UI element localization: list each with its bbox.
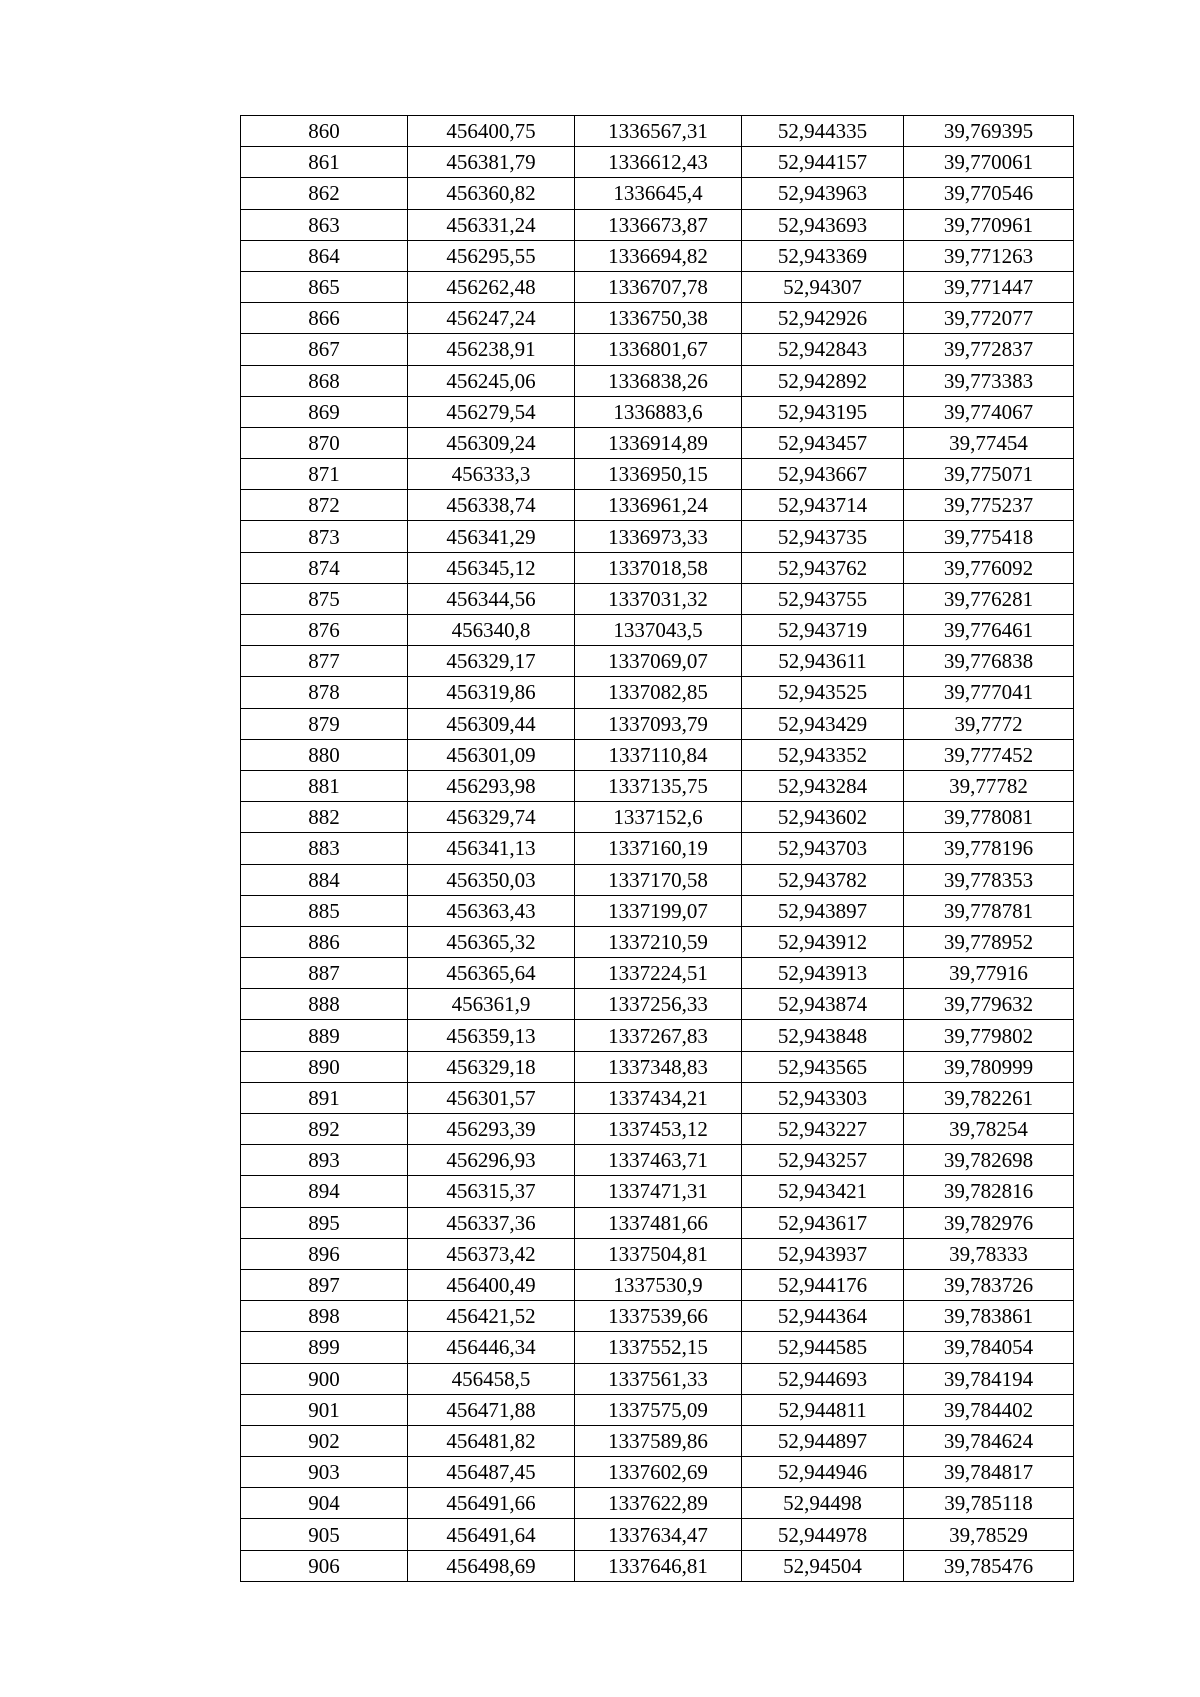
point-number-cell: 904 [241, 1488, 408, 1519]
latitude-cell: 52,943602 [742, 802, 904, 833]
point-number-cell: 877 [241, 646, 408, 677]
table-row [241, 864, 1074, 895]
latitude-cell: 52,943735 [742, 521, 904, 552]
table-row [241, 739, 1074, 770]
y-coordinate-cell: 1337160,19 [575, 833, 742, 864]
latitude-cell: 52,943617 [742, 1207, 904, 1238]
x-coordinate-cell: 456498,69 [408, 1550, 575, 1581]
point-number-cell: 890 [241, 1051, 408, 1082]
latitude-cell: 52,943897 [742, 895, 904, 926]
y-coordinate-cell: 1337453,12 [575, 1114, 742, 1145]
y-coordinate-cell: 1336961,24 [575, 490, 742, 521]
longitude-cell: 39,778353 [904, 864, 1074, 895]
table-row [241, 708, 1074, 739]
y-coordinate-cell: 1337589,86 [575, 1425, 742, 1456]
x-coordinate-cell: 456421,52 [408, 1301, 575, 1332]
table-row [241, 1519, 1074, 1550]
latitude-cell: 52,943912 [742, 926, 904, 957]
point-number-cell: 903 [241, 1457, 408, 1488]
coordinates-table-body [241, 116, 1074, 1582]
x-coordinate-cell: 456360,82 [408, 178, 575, 209]
longitude-cell: 39,77782 [904, 770, 1074, 801]
latitude-cell: 52,943227 [742, 1114, 904, 1145]
point-number-cell: 879 [241, 708, 408, 739]
longitude-cell: 39,78529 [904, 1519, 1074, 1550]
point-number-cell: 876 [241, 615, 408, 646]
y-coordinate-cell: 1337634,47 [575, 1519, 742, 1550]
table-row [241, 1457, 1074, 1488]
longitude-cell: 39,770961 [904, 209, 1074, 240]
point-number-cell: 874 [241, 552, 408, 583]
point-number-cell: 884 [241, 864, 408, 895]
table-row [241, 646, 1074, 677]
y-coordinate-cell: 1336973,33 [575, 521, 742, 552]
point-number-cell: 880 [241, 739, 408, 770]
longitude-cell: 39,775418 [904, 521, 1074, 552]
longitude-cell: 39,773383 [904, 365, 1074, 396]
x-coordinate-cell: 456238,91 [408, 334, 575, 365]
x-coordinate-cell: 456333,3 [408, 459, 575, 490]
y-coordinate-cell: 1337530,9 [575, 1269, 742, 1300]
x-coordinate-cell: 456359,13 [408, 1020, 575, 1051]
longitude-cell: 39,769395 [904, 116, 1074, 147]
longitude-cell: 39,782816 [904, 1176, 1074, 1207]
latitude-cell: 52,943457 [742, 427, 904, 458]
point-number-cell: 888 [241, 989, 408, 1020]
point-number-cell: 865 [241, 271, 408, 302]
longitude-cell: 39,78333 [904, 1238, 1074, 1269]
point-number-cell: 875 [241, 583, 408, 614]
point-number-cell: 871 [241, 459, 408, 490]
latitude-cell: 52,944897 [742, 1425, 904, 1456]
x-coordinate-cell: 456245,06 [408, 365, 575, 396]
latitude-cell: 52,942843 [742, 334, 904, 365]
y-coordinate-cell: 1337622,89 [575, 1488, 742, 1519]
table-row [241, 926, 1074, 957]
latitude-cell: 52,944335 [742, 116, 904, 147]
y-coordinate-cell: 1336801,67 [575, 334, 742, 365]
x-coordinate-cell: 456341,13 [408, 833, 575, 864]
point-number-cell: 902 [241, 1425, 408, 1456]
latitude-cell: 52,943195 [742, 396, 904, 427]
y-coordinate-cell: 1336838,26 [575, 365, 742, 396]
table-row [241, 303, 1074, 334]
table-row [241, 459, 1074, 490]
x-coordinate-cell: 456315,37 [408, 1176, 575, 1207]
y-coordinate-cell: 1337575,09 [575, 1394, 742, 1425]
latitude-cell: 52,943257 [742, 1145, 904, 1176]
latitude-cell: 52,943525 [742, 677, 904, 708]
x-coordinate-cell: 456293,98 [408, 770, 575, 801]
y-coordinate-cell: 1337602,69 [575, 1457, 742, 1488]
longitude-cell: 39,779802 [904, 1020, 1074, 1051]
latitude-cell: 52,943421 [742, 1176, 904, 1207]
x-coordinate-cell: 456487,45 [408, 1457, 575, 1488]
y-coordinate-cell: 1337471,31 [575, 1176, 742, 1207]
table-row [241, 989, 1074, 1020]
y-coordinate-cell: 1336914,89 [575, 427, 742, 458]
longitude-cell: 39,776838 [904, 646, 1074, 677]
point-number-cell: 893 [241, 1145, 408, 1176]
point-number-cell: 905 [241, 1519, 408, 1550]
longitude-cell: 39,775071 [904, 459, 1074, 490]
point-number-cell: 900 [241, 1363, 408, 1394]
x-coordinate-cell: 456400,49 [408, 1269, 575, 1300]
y-coordinate-cell: 1337152,6 [575, 802, 742, 833]
latitude-cell: 52,944176 [742, 1269, 904, 1300]
table-row [241, 1114, 1074, 1145]
x-coordinate-cell: 456345,12 [408, 552, 575, 583]
x-coordinate-cell: 456329,17 [408, 646, 575, 677]
longitude-cell: 39,776281 [904, 583, 1074, 614]
x-coordinate-cell: 456293,39 [408, 1114, 575, 1145]
longitude-cell: 39,778952 [904, 926, 1074, 957]
latitude-cell: 52,943369 [742, 240, 904, 271]
y-coordinate-cell: 1336694,82 [575, 240, 742, 271]
y-coordinate-cell: 1337224,51 [575, 958, 742, 989]
longitude-cell: 39,770546 [904, 178, 1074, 209]
longitude-cell: 39,784817 [904, 1457, 1074, 1488]
x-coordinate-cell: 456344,56 [408, 583, 575, 614]
longitude-cell: 39,778196 [904, 833, 1074, 864]
table-row [241, 334, 1074, 365]
x-coordinate-cell: 456363,43 [408, 895, 575, 926]
longitude-cell: 39,778081 [904, 802, 1074, 833]
longitude-cell: 39,772837 [904, 334, 1074, 365]
y-coordinate-cell: 1337199,07 [575, 895, 742, 926]
latitude-cell: 52,943755 [742, 583, 904, 614]
x-coordinate-cell: 456337,36 [408, 1207, 575, 1238]
x-coordinate-cell: 456329,74 [408, 802, 575, 833]
point-number-cell: 892 [241, 1114, 408, 1145]
x-coordinate-cell: 456301,57 [408, 1082, 575, 1113]
table-row [241, 677, 1074, 708]
point-number-cell: 878 [241, 677, 408, 708]
table-row [241, 833, 1074, 864]
longitude-cell: 39,78254 [904, 1114, 1074, 1145]
longitude-cell: 39,777041 [904, 677, 1074, 708]
table-row [241, 1176, 1074, 1207]
latitude-cell: 52,943782 [742, 864, 904, 895]
point-number-cell: 881 [241, 770, 408, 801]
y-coordinate-cell: 1336612,43 [575, 147, 742, 178]
table-row [241, 1020, 1074, 1051]
latitude-cell: 52,943693 [742, 209, 904, 240]
x-coordinate-cell: 456458,5 [408, 1363, 575, 1394]
longitude-cell: 39,776461 [904, 615, 1074, 646]
y-coordinate-cell: 1337504,81 [575, 1238, 742, 1269]
longitude-cell: 39,772077 [904, 303, 1074, 334]
table-row [241, 1488, 1074, 1519]
longitude-cell: 39,774067 [904, 396, 1074, 427]
x-coordinate-cell: 456341,29 [408, 521, 575, 552]
point-number-cell: 898 [241, 1301, 408, 1332]
x-coordinate-cell: 456446,34 [408, 1332, 575, 1363]
table-row [241, 958, 1074, 989]
latitude-cell: 52,944693 [742, 1363, 904, 1394]
table-row [241, 209, 1074, 240]
latitude-cell: 52,943352 [742, 739, 904, 770]
point-number-cell: 891 [241, 1082, 408, 1113]
y-coordinate-cell: 1336950,15 [575, 459, 742, 490]
x-coordinate-cell: 456296,93 [408, 1145, 575, 1176]
x-coordinate-cell: 456365,32 [408, 926, 575, 957]
longitude-cell: 39,771447 [904, 271, 1074, 302]
table-row [241, 1301, 1074, 1332]
table-row [241, 1145, 1074, 1176]
latitude-cell: 52,944811 [742, 1394, 904, 1425]
longitude-cell: 39,784054 [904, 1332, 1074, 1363]
point-number-cell: 864 [241, 240, 408, 271]
point-number-cell: 899 [241, 1332, 408, 1363]
point-number-cell: 885 [241, 895, 408, 926]
table-row [241, 365, 1074, 396]
y-coordinate-cell: 1337043,5 [575, 615, 742, 646]
longitude-cell: 39,782976 [904, 1207, 1074, 1238]
y-coordinate-cell: 1337463,71 [575, 1145, 742, 1176]
x-coordinate-cell: 456247,24 [408, 303, 575, 334]
y-coordinate-cell: 1336673,87 [575, 209, 742, 240]
latitude-cell: 52,94307 [742, 271, 904, 302]
x-coordinate-cell: 456350,03 [408, 864, 575, 895]
table-row [241, 552, 1074, 583]
y-coordinate-cell: 1336707,78 [575, 271, 742, 302]
latitude-cell: 52,944157 [742, 147, 904, 178]
longitude-cell: 39,782261 [904, 1082, 1074, 1113]
x-coordinate-cell: 456365,64 [408, 958, 575, 989]
table-row [241, 1082, 1074, 1113]
latitude-cell: 52,943762 [742, 552, 904, 583]
point-number-cell: 873 [241, 521, 408, 552]
point-number-cell: 869 [241, 396, 408, 427]
table-row [241, 1269, 1074, 1300]
point-number-cell: 895 [241, 1207, 408, 1238]
table-row [241, 1238, 1074, 1269]
table-row [241, 240, 1074, 271]
point-number-cell: 894 [241, 1176, 408, 1207]
longitude-cell: 39,776092 [904, 552, 1074, 583]
x-coordinate-cell: 456331,24 [408, 209, 575, 240]
latitude-cell: 52,944364 [742, 1301, 904, 1332]
longitude-cell: 39,785118 [904, 1488, 1074, 1519]
table-row [241, 583, 1074, 614]
y-coordinate-cell: 1336750,38 [575, 303, 742, 334]
latitude-cell: 52,943913 [742, 958, 904, 989]
table-row [241, 1363, 1074, 1394]
latitude-cell: 52,94504 [742, 1550, 904, 1581]
point-number-cell: 861 [241, 147, 408, 178]
x-coordinate-cell: 456329,18 [408, 1051, 575, 1082]
longitude-cell: 39,779632 [904, 989, 1074, 1020]
table-row [241, 116, 1074, 147]
table-row [241, 770, 1074, 801]
y-coordinate-cell: 1337135,75 [575, 770, 742, 801]
y-coordinate-cell: 1337082,85 [575, 677, 742, 708]
table-row [241, 178, 1074, 209]
longitude-cell: 39,77916 [904, 958, 1074, 989]
y-coordinate-cell: 1337069,07 [575, 646, 742, 677]
longitude-cell: 39,785476 [904, 1550, 1074, 1581]
y-coordinate-cell: 1337256,33 [575, 989, 742, 1020]
y-coordinate-cell: 1337018,58 [575, 552, 742, 583]
point-number-cell: 886 [241, 926, 408, 957]
latitude-cell: 52,944978 [742, 1519, 904, 1550]
latitude-cell: 52,942926 [742, 303, 904, 334]
point-number-cell: 897 [241, 1269, 408, 1300]
x-coordinate-cell: 456309,44 [408, 708, 575, 739]
table-row [241, 490, 1074, 521]
x-coordinate-cell: 456361,9 [408, 989, 575, 1020]
point-number-cell: 887 [241, 958, 408, 989]
table-row [241, 1207, 1074, 1238]
point-number-cell: 868 [241, 365, 408, 396]
longitude-cell: 39,771263 [904, 240, 1074, 271]
latitude-cell: 52,943429 [742, 708, 904, 739]
table-row [241, 427, 1074, 458]
x-coordinate-cell: 456373,42 [408, 1238, 575, 1269]
latitude-cell: 52,943565 [742, 1051, 904, 1082]
latitude-cell: 52,943963 [742, 178, 904, 209]
longitude-cell: 39,784402 [904, 1394, 1074, 1425]
y-coordinate-cell: 1337210,59 [575, 926, 742, 957]
point-number-cell: 870 [241, 427, 408, 458]
y-coordinate-cell: 1336567,31 [575, 116, 742, 147]
y-coordinate-cell: 1337646,81 [575, 1550, 742, 1581]
y-coordinate-cell: 1337267,83 [575, 1020, 742, 1051]
table-row [241, 521, 1074, 552]
longitude-cell: 39,782698 [904, 1145, 1074, 1176]
x-coordinate-cell: 456491,64 [408, 1519, 575, 1550]
latitude-cell: 52,943667 [742, 459, 904, 490]
point-number-cell: 872 [241, 490, 408, 521]
point-number-cell: 862 [241, 178, 408, 209]
point-number-cell: 883 [241, 833, 408, 864]
y-coordinate-cell: 1337093,79 [575, 708, 742, 739]
latitude-cell: 52,943874 [742, 989, 904, 1020]
x-coordinate-cell: 456279,54 [408, 396, 575, 427]
y-coordinate-cell: 1337552,15 [575, 1332, 742, 1363]
latitude-cell: 52,943937 [742, 1238, 904, 1269]
point-number-cell: 882 [241, 802, 408, 833]
point-number-cell: 860 [241, 116, 408, 147]
longitude-cell: 39,783726 [904, 1269, 1074, 1300]
y-coordinate-cell: 1337434,21 [575, 1082, 742, 1113]
x-coordinate-cell: 456381,79 [408, 147, 575, 178]
table-row [241, 1394, 1074, 1425]
y-coordinate-cell: 1337170,58 [575, 864, 742, 895]
longitude-cell: 39,780999 [904, 1051, 1074, 1082]
y-coordinate-cell: 1337110,84 [575, 739, 742, 770]
latitude-cell: 52,942892 [742, 365, 904, 396]
longitude-cell: 39,784624 [904, 1425, 1074, 1456]
x-coordinate-cell: 456471,88 [408, 1394, 575, 1425]
table-row [241, 147, 1074, 178]
y-coordinate-cell: 1336883,6 [575, 396, 742, 427]
point-number-cell: 866 [241, 303, 408, 334]
latitude-cell: 52,943303 [742, 1082, 904, 1113]
table-row [241, 895, 1074, 926]
latitude-cell: 52,943848 [742, 1020, 904, 1051]
point-number-cell: 889 [241, 1020, 408, 1051]
table-row [241, 1332, 1074, 1363]
x-coordinate-cell: 456481,82 [408, 1425, 575, 1456]
longitude-cell: 39,778781 [904, 895, 1074, 926]
latitude-cell: 52,944946 [742, 1457, 904, 1488]
latitude-cell: 52,943719 [742, 615, 904, 646]
table-row [241, 396, 1074, 427]
x-coordinate-cell: 456338,74 [408, 490, 575, 521]
y-coordinate-cell: 1337561,33 [575, 1363, 742, 1394]
point-number-cell: 896 [241, 1238, 408, 1269]
point-number-cell: 863 [241, 209, 408, 240]
table-row [241, 271, 1074, 302]
y-coordinate-cell: 1336645,4 [575, 178, 742, 209]
y-coordinate-cell: 1337481,66 [575, 1207, 742, 1238]
x-coordinate-cell: 456319,86 [408, 677, 575, 708]
x-coordinate-cell: 456309,24 [408, 427, 575, 458]
latitude-cell: 52,944585 [742, 1332, 904, 1363]
x-coordinate-cell: 456295,55 [408, 240, 575, 271]
longitude-cell: 39,777452 [904, 739, 1074, 770]
table-row [241, 1051, 1074, 1082]
x-coordinate-cell: 456491,66 [408, 1488, 575, 1519]
latitude-cell: 52,943703 [742, 833, 904, 864]
longitude-cell: 39,77454 [904, 427, 1074, 458]
table-row [241, 1550, 1074, 1581]
longitude-cell: 39,783861 [904, 1301, 1074, 1332]
point-number-cell: 901 [241, 1394, 408, 1425]
longitude-cell: 39,770061 [904, 147, 1074, 178]
coordinates-table [240, 115, 1074, 1582]
longitude-cell: 39,7772 [904, 708, 1074, 739]
point-number-cell: 906 [241, 1550, 408, 1581]
latitude-cell: 52,943611 [742, 646, 904, 677]
x-coordinate-cell: 456340,8 [408, 615, 575, 646]
latitude-cell: 52,943714 [742, 490, 904, 521]
latitude-cell: 52,943284 [742, 770, 904, 801]
x-coordinate-cell: 456400,75 [408, 116, 575, 147]
table-row [241, 615, 1074, 646]
y-coordinate-cell: 1337348,83 [575, 1051, 742, 1082]
table-row [241, 1425, 1074, 1456]
point-number-cell: 867 [241, 334, 408, 365]
latitude-cell: 52,94498 [742, 1488, 904, 1519]
longitude-cell: 39,784194 [904, 1363, 1074, 1394]
longitude-cell: 39,775237 [904, 490, 1074, 521]
x-coordinate-cell: 456301,09 [408, 739, 575, 770]
x-coordinate-cell: 456262,48 [408, 271, 575, 302]
table-row [241, 802, 1074, 833]
y-coordinate-cell: 1337539,66 [575, 1301, 742, 1332]
y-coordinate-cell: 1337031,32 [575, 583, 742, 614]
